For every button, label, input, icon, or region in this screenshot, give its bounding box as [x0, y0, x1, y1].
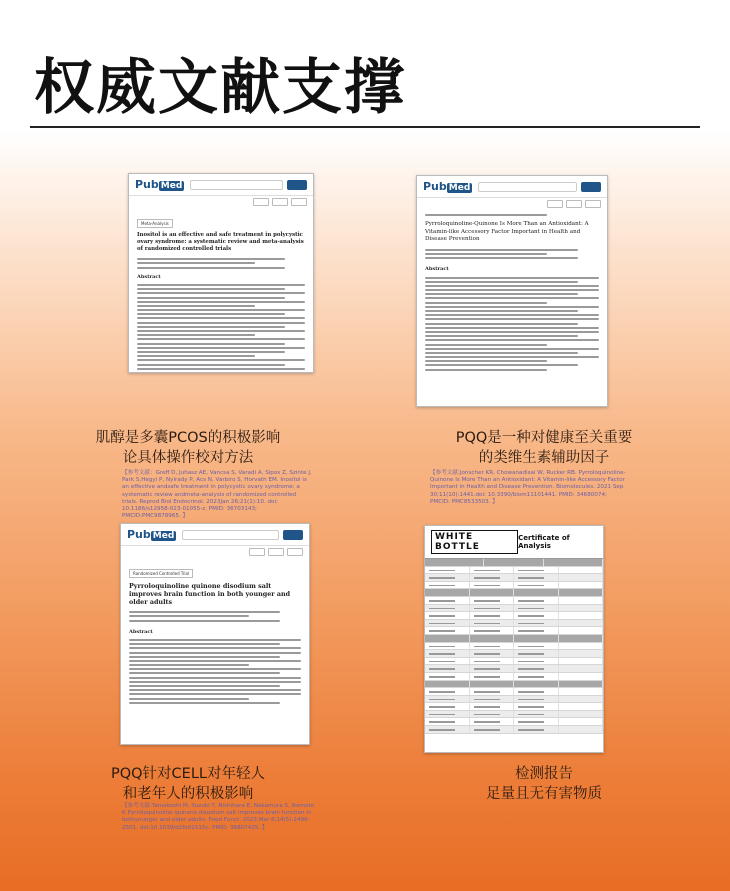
- citation: 【参考文献：Greff D, Juhasz AE, Vancsa S, Varadi A, Sipos Z, Szinte J, Park S,Hegyi P, Nyirady P, Acs N, Varbiro S, Horvath EM. Inositol is an effective andsafe treatment in polycystic ovary syndrome: a systematic review andmeta-analysis of randomized controlled trials. Reprod Biol Endocrinol. 2023Jan 26;21(1):10. doi: 10.1186/s12958-023-01055-z. PMID: 36703143; PMCID:PMC9878965. 】: [122, 470, 312, 520]
- search-box: [182, 530, 279, 540]
- article-title: Inositol is an effective and safe treatment in polycystic ovary syndrome: a systematic review and meta-analysis of randomized controlled trials: [137, 232, 304, 252]
- card-caption: 检测报告 足量且无有害物质: [486, 766, 602, 802]
- card-caption: PQQ针对CELL对年轻人 和老年人的积极影响: [110, 766, 265, 802]
- card-pqq-vitamin: [366, 170, 722, 530]
- certificate-of-analysis-thumbnail: [424, 525, 604, 753]
- search-button: [287, 180, 307, 190]
- pubmed-header: [129, 174, 313, 196]
- pubmed-logo: Pub Med: [423, 180, 471, 193]
- article-title: Pyrroloquinoline quinone disodium salt improves brain function in both younger and older adults: [129, 582, 291, 606]
- article-title: Pyrroloquinoline-Quinone Is More Than an Antioxidant: A Vitamin-like Accessory Factor Important in Health and Disease Prevention: [425, 221, 589, 243]
- pubmed-article-thumbnail: Pub Med Meta-Analysis Inositol is an effective and safe treatment in polycystic ovary syndrome: a systematic review and meta-analysis of randomized controlled trials Abstract: [128, 173, 314, 373]
- article-tag: Meta-Analysis: [137, 219, 173, 228]
- pubmed-header: [121, 524, 309, 546]
- pubmed-header: [417, 176, 607, 198]
- brand-logo: WHITE BOTTLE: [431, 530, 518, 554]
- pubmed-article-thumbnail: Pub Med Randomized Controlled Trial Pyrroloquinoline quinone disodium salt improves brain function in both younger and older adults Abstract: [120, 523, 310, 745]
- search-button: [283, 530, 303, 540]
- page-title: 权威文献支撑: [34, 53, 406, 123]
- coa-header: [425, 526, 603, 559]
- search-box: [478, 182, 577, 192]
- coa-title: Certificate of Analysis: [518, 534, 570, 550]
- pubmed-logo: Pub Med: [127, 528, 175, 541]
- title-divider: [30, 126, 700, 128]
- card-caption: PQQ是一种对健康至关重要 的类维生素辅助因子: [455, 430, 633, 466]
- pubmed-article-thumbnail: Pub Med Pyrroloquinoline-Quinone Is More Than an Antioxidant: A Vitamin-like Accessory Factor Important in Health and Disease Prevention Abstract: [416, 175, 608, 407]
- search-box: [190, 180, 283, 190]
- card-caption: 肌醇是多囊PCOS的积极影响 论具体操作校对方法: [95, 430, 281, 466]
- article-tag: Randomized Controlled Trial: [129, 569, 193, 578]
- card-pqq-brain: [10, 520, 366, 860]
- pubmed-logo: Pub Med: [135, 178, 183, 191]
- card-inositol: [10, 170, 366, 530]
- card-test-report: [366, 520, 722, 860]
- citation: 【参考文献:Tamakoshi M, Suzuki T, Nishihara E, Nakamura S, Ikemoto K.Pyrroloquinoline quinone disodium salt improves brain function in bothyounger and older adults. Food Funct. 2023 Mar 6;14(5):2496-2501. doi:10.1039/d2fo01515c. PMID: 36807425. 】: [122, 803, 315, 831]
- search-button: [581, 182, 601, 192]
- citation: 【参考文献:Jonscher KR, Chowanadisai W, Rucker RB. Pyrroloquinoline-Quinone Is More Than an Antioxidant: A Vitamin-like Accessory Factor Important in Health and Disease Prevention. Biomolecules. 2021 Sep 30;11(10):1441.doi: 10.3390/biom11101441. PMID: 34680074; PMCID: PMC8533503. 】: [430, 470, 626, 505]
